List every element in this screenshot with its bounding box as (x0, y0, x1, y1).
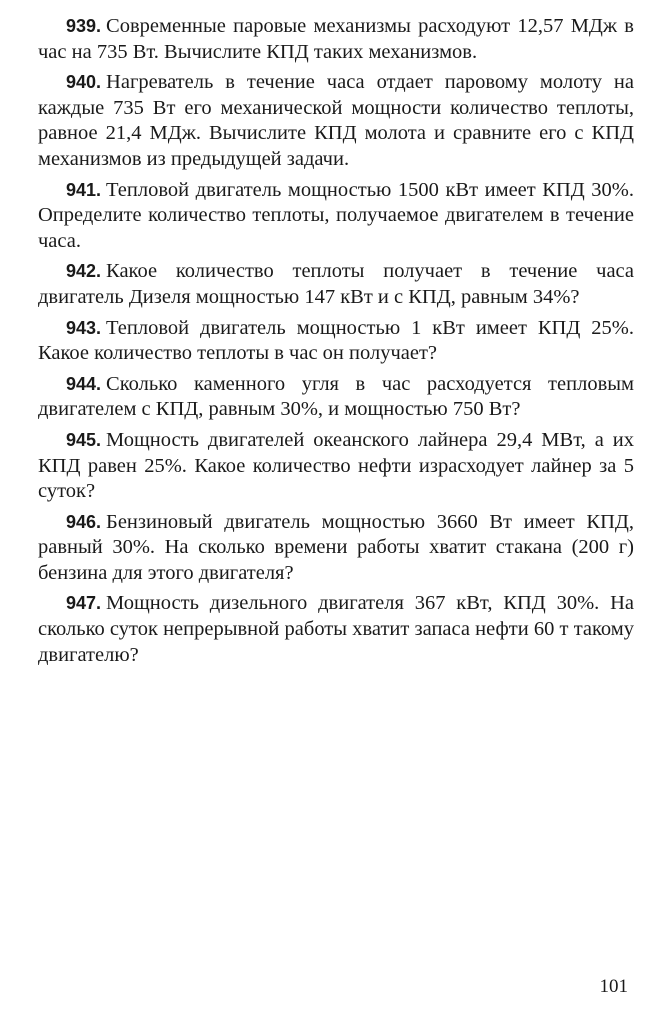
problem-text: Нагреватель в течение часа отдает паровому молоту на каждые 735 Вт его механической мощности количество теплоты, равное 21,4 МДж. Вычислите КПД молота и сравните его с КПД механизмов из предыдущей задачи. (38, 71, 634, 170)
problem-number: 940. (66, 72, 102, 93)
problem-947 (38, 591, 634, 668)
problem-942 (38, 259, 634, 310)
problem-943 (38, 316, 634, 367)
problem-text: Какое количество теплоты получает в течение часа двигатель Дизеля мощностью 147 кВт и с КПД, равным 34%? (38, 260, 634, 308)
problem-number: 941. (66, 179, 102, 200)
problem-text: Сколько каменного угля в час расходуется тепловым двигателем с КПД, равным 30%, и мощностью 750 Вт? (38, 372, 634, 421)
problem-number: 939. (66, 16, 102, 36)
problem-944 (38, 372, 634, 423)
problem-text: Мощность двигателей океанского лайнера 29,4 МВт, а их КПД равен 25%. Какое количество нефти израсходует лайнер за 5 суток? (38, 428, 634, 503)
problem-945 (38, 428, 634, 505)
page-number: 101 (599, 976, 628, 997)
problem-number: 943. (66, 317, 102, 338)
problem-text: Мощность дизельного двигателя 367 кВт, КПД 30%. На сколько суток непрерывной работы хватит запаса нефти 60 т такому двигателю? (38, 592, 634, 666)
problem-number: 944. (66, 373, 102, 394)
problem-list (38, 14, 634, 673)
problem-946 (38, 510, 634, 587)
problem-number: 947. (66, 593, 102, 614)
problem-941 (38, 178, 634, 255)
problem-number: 946. (66, 511, 102, 532)
problem-940 (38, 70, 634, 172)
problem-text: Тепловой двигатель мощностью 1500 кВт имеет КПД 30%. Определите количество теплоты, получаемое двигателем в течение часа. (38, 178, 634, 252)
problem-939 (38, 14, 634, 65)
problem-text: Современные паровые механизмы расходуют 12,57 МДж в час на 735 Вт. Вычислите КПД таких механизмов. (38, 15, 634, 63)
problem-text: Тепловой двигатель мощностью 1 кВт имеет КПД 25%. Какое количество теплоты в час он получает? (38, 316, 634, 365)
problem-number: 945. (66, 429, 102, 450)
problem-number: 942. (66, 261, 102, 282)
problem-text: Бензиновый двигатель мощностью 3660 Вт имеет КПД, равный 30%. На сколько времени работы хватит стакана (200 г) бензина для этого двигателя? (38, 510, 634, 584)
